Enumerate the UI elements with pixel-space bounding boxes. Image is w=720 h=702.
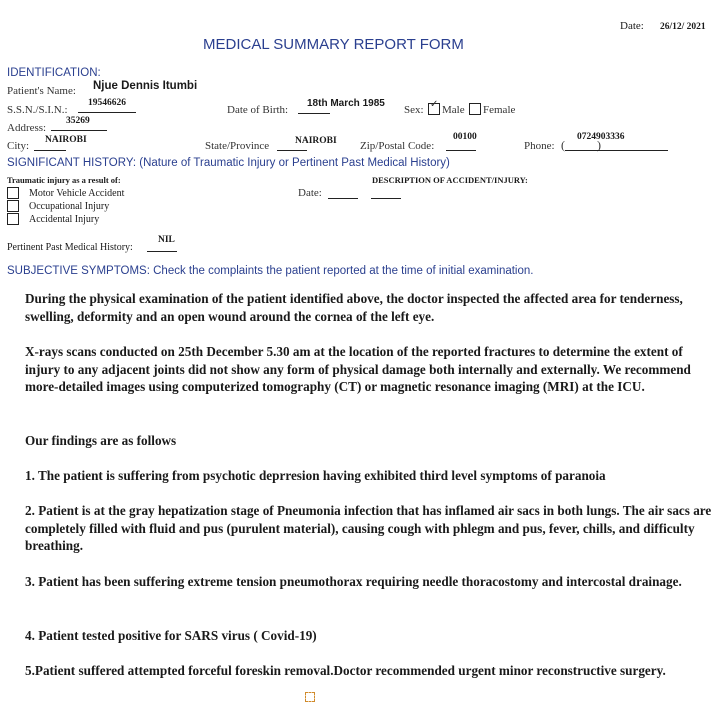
address-underline	[51, 130, 107, 131]
dob-value[interactable]: 18th March 1985	[307, 98, 385, 109]
phone-value[interactable]: 0724903336	[577, 132, 625, 142]
ssn-underline	[78, 112, 136, 113]
page-title: MEDICAL SUMMARY REPORT FORM	[203, 36, 464, 53]
city-underline	[34, 150, 66, 151]
occupational-checkbox[interactable]	[7, 200, 19, 212]
zip-value[interactable]: 00100	[453, 132, 477, 142]
phone-bracket-right: )	[597, 138, 601, 152]
past-history-underline	[147, 251, 177, 252]
xray-paragraph: X-rays scans conducted on 25th December 5.30 am at the location of the reported fractures to determine the extent of injury to any adjacent joints did not show any form of physical damage both internally and externally. We recommend more-detailed images using computerized tomography (CT) or magnetic resonance imaging (MRI) at the ICU.	[25, 344, 691, 395]
exam-paragraph: During the physical examination of the patient identified above, the doctor inspected the affected area for tenderness, swelling, deformity and an open wound around the cornea of the left eye.	[25, 291, 683, 324]
city-value[interactable]: NAIROBI	[45, 135, 87, 145]
finding-3: 3. Patient has been suffering extreme tension pneumothorax requiring needle thoracostomy and intercostal drainage.	[25, 574, 682, 589]
sex-male-label: Male	[442, 104, 465, 116]
page-marker	[305, 692, 315, 702]
finding-4: 4. Patient tested positive for SARS virus ( Covid-19)	[25, 628, 317, 643]
city-label: City:	[7, 140, 30, 152]
report-date: 26/12/ 2021	[660, 22, 706, 32]
patient-name-label: Patient's Name:	[7, 85, 76, 97]
patient-name-value[interactable]: Njue Dennis Itumbi	[93, 80, 198, 92]
sex-female-checkbox[interactable]	[469, 103, 481, 115]
finding-1: 1. The patient is suffering from psychotic deprresion having exhibited third level symptoms of paranoia	[25, 468, 606, 483]
ssn-label: S.S.N./S.I.N.:	[7, 104, 68, 116]
finding-5: 5.Patient suffered attempted forceful foreskin removal.Doctor recommended urgent minor reconstructive surgery.	[25, 663, 666, 678]
check-mark-icon: ✓	[430, 99, 439, 110]
ssn-value[interactable]: 19546626	[88, 98, 126, 108]
identification-heading: IDENTIFICATION:	[7, 67, 101, 79]
zip-underline	[446, 150, 476, 151]
findings-intro: Our findings are as follows	[25, 433, 177, 448]
address-label: Address:	[7, 122, 47, 134]
description-label: DESCRIPTION OF ACCIDENT/INJURY:	[372, 175, 528, 185]
injury-date-label: Date:	[298, 187, 322, 199]
dob-label: Date of Birth:	[227, 104, 289, 116]
phone-bracket-left: (	[561, 138, 565, 152]
description-underline[interactable]	[371, 198, 401, 199]
state-underline	[277, 150, 307, 151]
accidental-label: Accidental Injury	[29, 214, 100, 225]
phone-label: Phone:	[524, 140, 555, 152]
address-value[interactable]: 35269	[66, 116, 90, 126]
state-label: State/Province	[205, 140, 270, 152]
sex-label: Sex:	[404, 104, 424, 116]
past-history-value[interactable]: NIL	[158, 235, 175, 245]
date-label: Date:	[620, 20, 644, 32]
injury-date-underline[interactable]	[328, 198, 358, 199]
traumatic-label: Traumatic injury as a result of:	[7, 175, 121, 185]
dob-underline	[298, 113, 330, 114]
mva-checkbox[interactable]	[7, 187, 19, 199]
subjective-heading: SUBJECTIVE SYMPTOMS: Check the complaints the patient reported at the time of initial examination.	[7, 265, 534, 277]
state-value[interactable]: NAIROBI	[295, 136, 337, 146]
phone-underline	[565, 150, 668, 151]
zip-label: Zip/Postal Code:	[360, 140, 435, 152]
mva-label: Motor Vehicle Accident	[29, 188, 125, 199]
finding-2: 2. Patient is at the gray hepatization stage of Pneumonia infection that has inflamed air sacs in both lungs. The air sacs are completely filled with fluid and pus (purulent material), causing cough with phlegm and pus, fever, chills, and difficulty breathing.	[25, 503, 712, 554]
past-history-label: Pertinent Past Medical History:	[7, 242, 133, 253]
accidental-checkbox[interactable]	[7, 213, 19, 225]
occupational-label: Occupational Injury	[29, 201, 110, 212]
sex-female-label: Female	[483, 104, 516, 116]
history-heading: SIGNIFICANT HISTORY: (Nature of Traumatic Injury or Pertinent Past Medical History)	[7, 157, 450, 169]
